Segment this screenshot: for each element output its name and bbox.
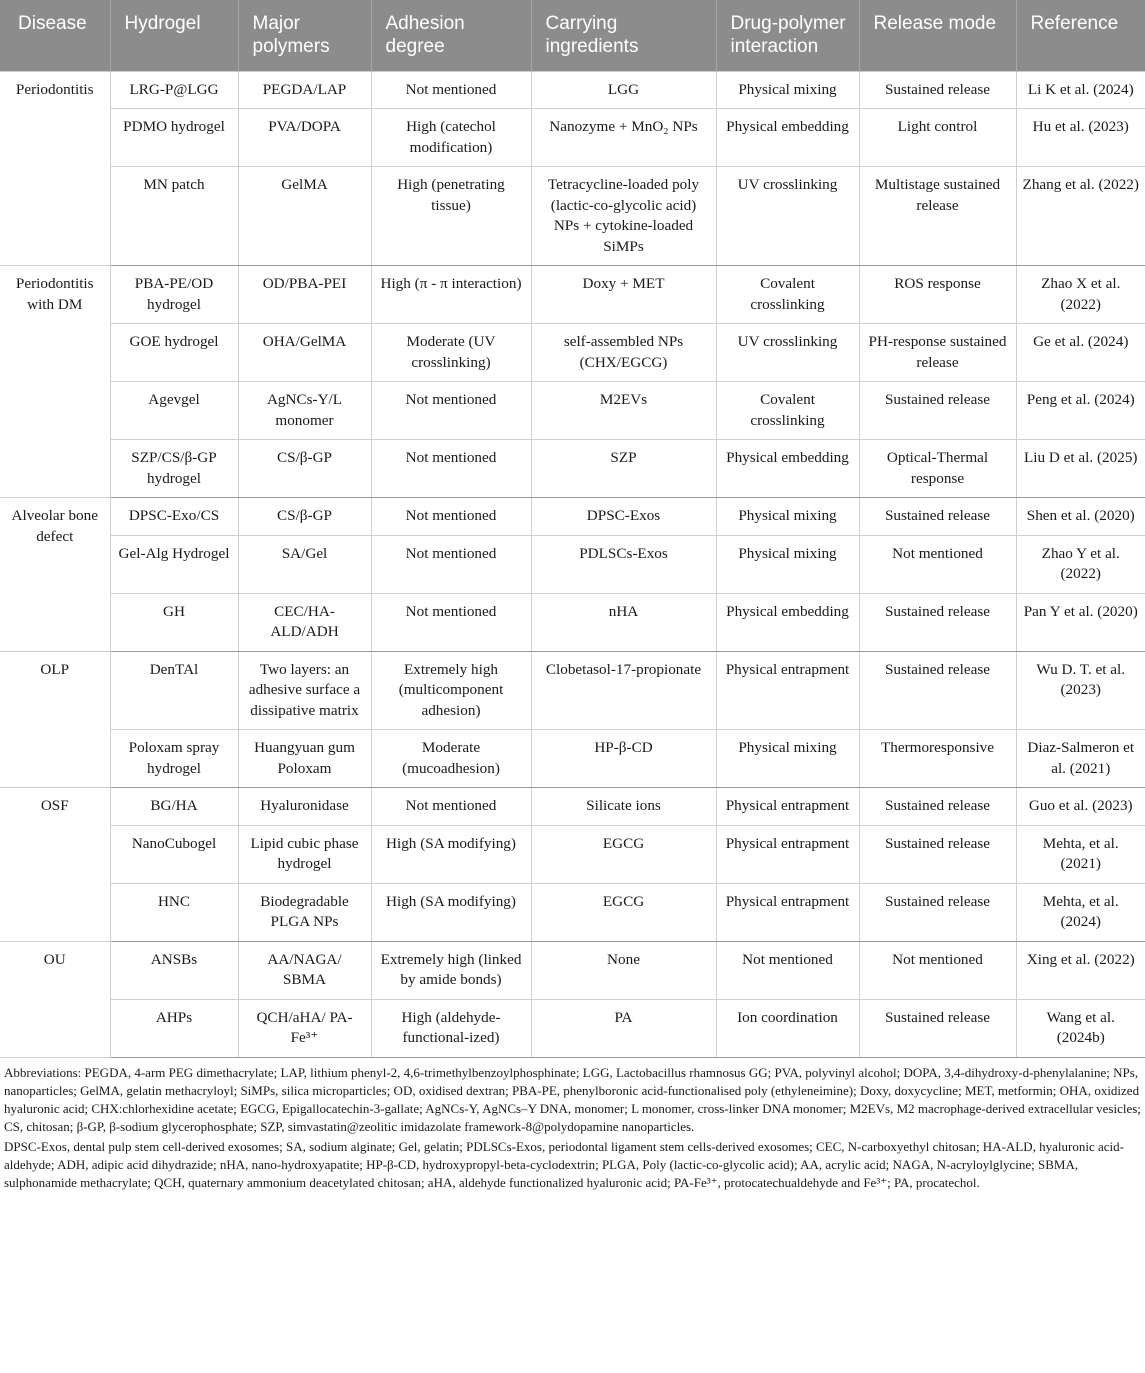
header-reference: Reference [1016,0,1145,71]
cell-hydrogel: LRG-P@LGG [110,71,238,109]
cell-major-polymers: CS/β-GP [238,498,371,536]
table-row [0,440,1145,498]
cell-adhesion-degree: High (catechol modification) [371,109,531,167]
cell-carrying-ingredients: EGCG [531,825,716,883]
cell-carrying-ingredients: Clobetasol-17-propionate [531,651,716,730]
cell-carrying-ingredients: Nanozyme + MnO₂ NPs [531,109,716,167]
header-carrying-ingredients: Carrying ingredients [531,0,716,71]
cell-adhesion-degree: Not mentioned [371,382,531,440]
table-row [0,266,1145,324]
cell-carrying-ingredients: PDLSCs-Exos [531,535,716,593]
cell-carrying-ingredients: PA [531,999,716,1057]
cell-adhesion-degree: High (penetrating tissue) [371,167,531,266]
cell-major-polymers: CS/β-GP [238,440,371,498]
cell-carrying-ingredients: nHA [531,593,716,651]
cell-release-mode: PH-response sustained release [859,324,1016,382]
cell-disease: OSF [0,788,110,942]
cell-release-mode: Sustained release [859,788,1016,826]
cell-adhesion-degree: High (SA modifying) [371,825,531,883]
cell-major-polymers: Biodegradable PLGA NPs [238,883,371,941]
cell-reference: Guo et al. (2023) [1016,788,1145,826]
header-release-mode: Release mode [859,0,1016,71]
cell-reference: Liu D et al. (2025) [1016,440,1145,498]
cell-release-mode: Sustained release [859,999,1016,1057]
cell-drug-polymer-interaction: Ion coordination [716,999,859,1057]
cell-drug-polymer-interaction: Physical embedding [716,440,859,498]
cell-adhesion-degree: Not mentioned [371,498,531,536]
cell-release-mode: Not mentioned [859,535,1016,593]
cell-reference: Xing et al. (2022) [1016,941,1145,999]
header-hydrogel: Hydrogel [110,0,238,71]
header-adhesion-degree: Adhesion degree [371,0,531,71]
cell-drug-polymer-interaction: Covalent crosslinking [716,382,859,440]
cell-carrying-ingredients: EGCG [531,883,716,941]
table-footnotes [0,1058,1145,1193]
cell-adhesion-degree: Not mentioned [371,593,531,651]
cell-major-polymers: Huangyuan gum Poloxam [238,730,371,788]
cell-carrying-ingredients: self-assembled NPs (CHX/EGCG) [531,324,716,382]
cell-drug-polymer-interaction: Physical mixing [716,71,859,109]
cell-hydrogel: DenTAl [110,651,238,730]
cell-carrying-ingredients: DPSC-Exos [531,498,716,536]
cell-reference: Mehta, et al. (2024) [1016,883,1145,941]
cell-adhesion-degree: Moderate (UV crosslinking) [371,324,531,382]
cell-hydrogel: NanoCubogel [110,825,238,883]
cell-carrying-ingredients: None [531,941,716,999]
cell-release-mode: Sustained release [859,498,1016,536]
cell-adhesion-degree: High (SA modifying) [371,883,531,941]
cell-reference: Pan Y et al. (2020) [1016,593,1145,651]
cell-release-mode: Optical-Thermal response [859,440,1016,498]
cell-hydrogel: PDMO hydrogel [110,109,238,167]
cell-disease: Alveolar bone defect [0,498,110,652]
table-row [0,941,1145,999]
table-body [0,71,1145,1057]
cell-reference: Diaz-Salmeron et al. (2021) [1016,730,1145,788]
cell-release-mode: Sustained release [859,593,1016,651]
cell-reference: Peng et al. (2024) [1016,382,1145,440]
cell-release-mode: ROS response [859,266,1016,324]
header-disease: Disease [0,0,110,71]
table-row [0,498,1145,536]
cell-carrying-ingredients: HP-β-CD [531,730,716,788]
cell-hydrogel: BG/HA [110,788,238,826]
cell-adhesion-degree: Not mentioned [371,535,531,593]
cell-hydrogel: GOE hydrogel [110,324,238,382]
cell-drug-polymer-interaction: Physical embedding [716,109,859,167]
cell-carrying-ingredients: M2EVs [531,382,716,440]
header-drug-polymer-interaction: Drug-polymer interaction [716,0,859,71]
table-row [0,324,1145,382]
cell-hydrogel: PBA-PE/OD hydrogel [110,266,238,324]
cell-major-polymers: PVA/DOPA [238,109,371,167]
table-row [0,730,1145,788]
cell-hydrogel: Poloxam spray hydrogel [110,730,238,788]
cell-reference: Shen et al. (2020) [1016,498,1145,536]
cell-hydrogel: AHPs [110,999,238,1057]
cell-drug-polymer-interaction: UV crosslinking [716,167,859,266]
cell-major-polymers: Hyaluronidase [238,788,371,826]
cell-reference: Wang et al. (2024b) [1016,999,1145,1057]
footnote-abbreviations: Abbreviations: PEGDA, 4-arm PEG dimethacrylate; LAP, lithium phenyl-2, 4,6-trimethylbenzoylphosphinate; LGG, Lactobacillus rhamnosus GG; PVA, polyvinyl alcohol; DOPA, 3,4-dihydroxy-d-phenylalanine; NPs, nanoparticles; GelMA, gelatin methacryloyl; SiMPs, silica microparticles; OD, oxidised dextran; PBA-PE, phenylboronic acid-functionalised poly (ethyleneimine); Doxy, doxycycline; MET, metformin; OHA, oxidized hyaluronic acid; CHX:chlorhexidine acetate; EGCG, Epigallocatechin-3-gallate; AgNCs-Y, AgNCs–Y DNA, monomer; L monomer, cross-linker DNA monomer; M2EVs, M2 macrophage-derived extracellular vesicles; CS, chitosan; β-GP, β-sodium glycerophosphate; SZP, simvastatin@zeolitic imidazolate framework-8@polydopamine nanoparticles. [4,1064,1141,1135]
cell-adhesion-degree: Moderate (mucoadhesion) [371,730,531,788]
cell-drug-polymer-interaction: Physical entrapment [716,788,859,826]
cell-reference: Zhao X et al. (2022) [1016,266,1145,324]
cell-drug-polymer-interaction: Physical mixing [716,498,859,536]
cell-major-polymers: Two layers: an adhesive surface a dissipative matrix [238,651,371,730]
cell-disease: OLP [0,651,110,788]
cell-drug-polymer-interaction: Physical entrapment [716,825,859,883]
cell-adhesion-degree: High (aldehyde-functional-ized) [371,999,531,1057]
cell-major-polymers: GelMA [238,167,371,266]
footnote-abbreviations-continued: DPSC-Exos, dental pulp stem cell-derived exosomes; SA, sodium alginate; Gel, gelatin; PDLSCs-Exos, periodontal ligament stem cells-derived exosomes; CEC, N-carboxyethyl chitosan; HA-ALD, hyaluronic acid-aldehyde; ADH, adipic acid dihydrazide; nHA, nano-hydroxyapatite; HP-β-CD, hydroxypropyl-beta-cyclodextrin; PLGA, Poly (lactic-co-glycolic acid); AA, acrylic acid; NAGA, N-acryloylglycine; SBMA, sulphonamide methacrylate; QCH, quaternary ammonium deacetylated chitosan; aHA, aldehyde functionalized hyaluronic acid; PA-Fe³⁺, protocatechualdehyde and Fe³⁺; PA, procatechol. [4,1138,1124,1191]
cell-release-mode: Sustained release [859,71,1016,109]
cell-drug-polymer-interaction: Physical mixing [716,730,859,788]
cell-carrying-ingredients: LGG [531,71,716,109]
cell-disease: Periodontitis [0,71,110,266]
cell-hydrogel: Agevgel [110,382,238,440]
cell-hydrogel: SZP/CS/β-GP hydrogel [110,440,238,498]
cell-reference: Li K et al. (2024) [1016,71,1145,109]
table-row [0,109,1145,167]
table-row [0,825,1145,883]
cell-reference: Hu et al. (2023) [1016,109,1145,167]
cell-adhesion-degree: Extremely high (linked by amide bonds) [371,941,531,999]
cell-drug-polymer-interaction: Physical embedding [716,593,859,651]
cell-adhesion-degree: Not mentioned [371,788,531,826]
cell-drug-polymer-interaction: Covalent crosslinking [716,266,859,324]
cell-disease: Periodontitis with DM [0,266,110,498]
cell-adhesion-degree: Not mentioned [371,71,531,109]
table-row [0,167,1145,266]
cell-major-polymers: OD/PBA-PEI [238,266,371,324]
cell-major-polymers: Lipid cubic phase hydrogel [238,825,371,883]
table-row [0,883,1145,941]
table-row [0,71,1145,109]
cell-major-polymers: PEGDA/LAP [238,71,371,109]
cell-reference: Mehta, et al. (2021) [1016,825,1145,883]
cell-carrying-ingredients: Tetracycline-loaded poly (lactic-co-glycolic acid) NPs + cytokine-loaded SiMPs [531,167,716,266]
cell-drug-polymer-interaction: Physical entrapment [716,651,859,730]
cell-major-polymers: SA/Gel [238,535,371,593]
cell-drug-polymer-interaction: UV crosslinking [716,324,859,382]
cell-disease: OU [0,941,110,1057]
cell-hydrogel: Gel-Alg Hydrogel [110,535,238,593]
cell-carrying-ingredients: Silicate ions [531,788,716,826]
header-major-polymers: Major polymers [238,0,371,71]
cell-hydrogel: HNC [110,883,238,941]
cell-hydrogel: ANSBs [110,941,238,999]
cell-hydrogel: DPSC-Exo/CS [110,498,238,536]
cell-release-mode: Not mentioned [859,941,1016,999]
cell-carrying-ingredients: SZP [531,440,716,498]
table-row [0,999,1145,1057]
cell-reference: Ge et al. (2024) [1016,324,1145,382]
cell-hydrogel: GH [110,593,238,651]
cell-release-mode: Sustained release [859,825,1016,883]
table-row [0,593,1145,651]
cell-release-mode: Thermoresponsive [859,730,1016,788]
cell-reference: Zhang et al. (2022) [1016,167,1145,266]
cell-release-mode: Multistage sustained release [859,167,1016,266]
cell-reference: Wu D. T. et al. (2023) [1016,651,1145,730]
cell-carrying-ingredients: Doxy + MET [531,266,716,324]
cell-major-polymers: CEC/HA-ALD/ADH [238,593,371,651]
table-header [0,0,1145,71]
cell-adhesion-degree: Extremely high (multicomponent adhesion) [371,651,531,730]
table-row [0,788,1145,826]
cell-major-polymers: OHA/GelMA [238,324,371,382]
cell-release-mode: Light control [859,109,1016,167]
table-row [0,382,1145,440]
cell-drug-polymer-interaction: Physical entrapment [716,883,859,941]
cell-release-mode: Sustained release [859,883,1016,941]
cell-reference: Zhao Y et al. (2022) [1016,535,1145,593]
cell-major-polymers: QCH/aHA/ PA-Fe³⁺ [238,999,371,1057]
cell-major-polymers: AgNCs-Y/L monomer [238,382,371,440]
table-row [0,535,1145,593]
cell-release-mode: Sustained release [859,651,1016,730]
cell-major-polymers: AA/NAGA/ SBMA [238,941,371,999]
cell-release-mode: Sustained release [859,382,1016,440]
cell-adhesion-degree: High (π - π interaction) [371,266,531,324]
table-row [0,651,1145,730]
cell-drug-polymer-interaction: Not mentioned [716,941,859,999]
cell-drug-polymer-interaction: Physical mixing [716,535,859,593]
cell-adhesion-degree: Not mentioned [371,440,531,498]
cell-hydrogel: MN patch [110,167,238,266]
